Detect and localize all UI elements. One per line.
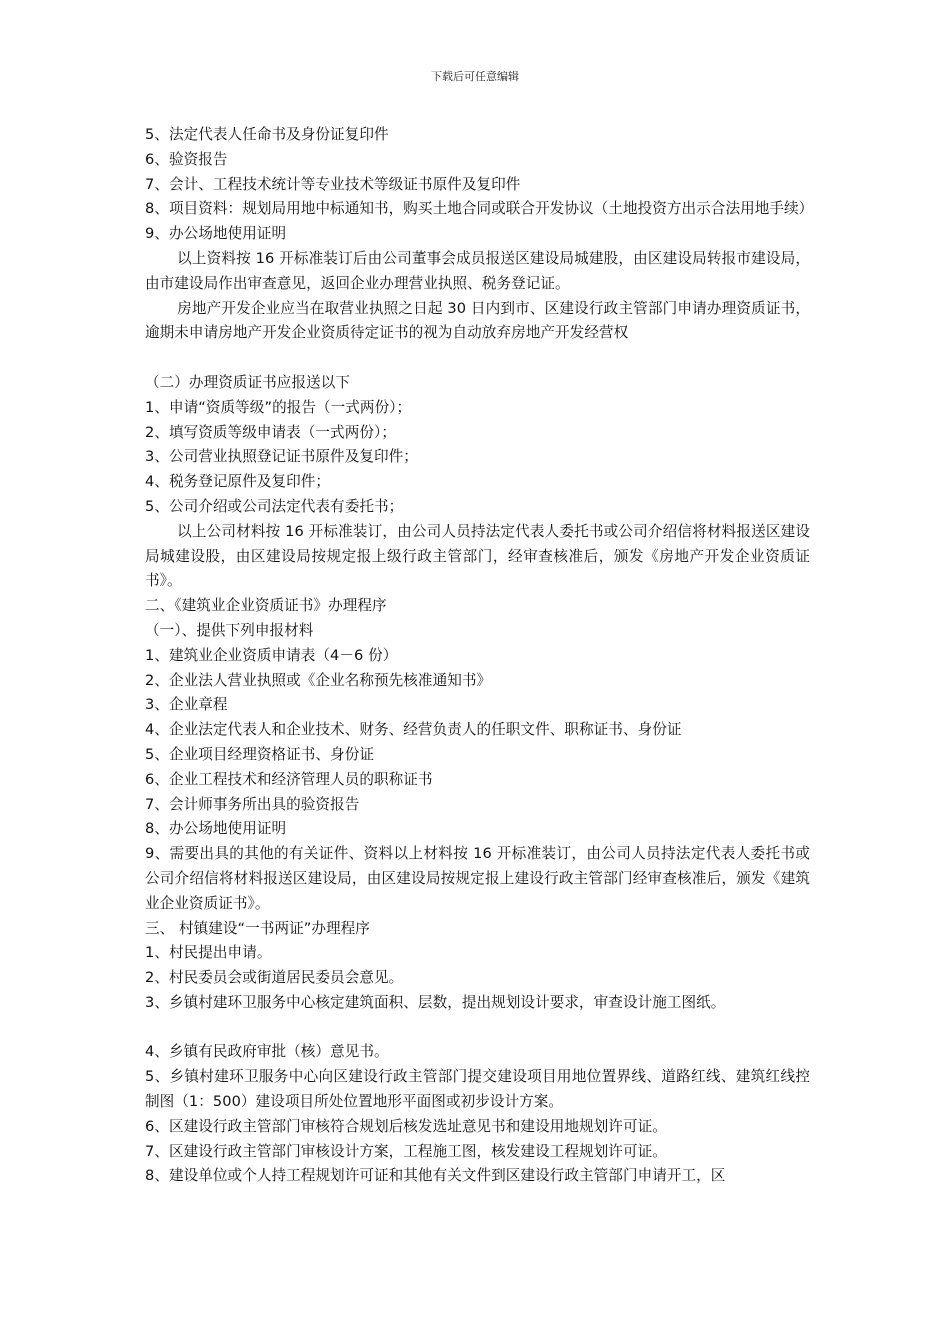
blank-line bbox=[145, 346, 810, 371]
paragraph: 1、申请“资质等级”的报告（一式两份）； bbox=[145, 398, 412, 416]
paragraph: 6、企业工程技术和经济管理人员的职称证书 bbox=[145, 770, 433, 788]
paragraph: 8、项目资料：规划局用地中标通知书，购买土地合同或联合开发协议（土地投资方出示合法用地手续） bbox=[145, 200, 814, 218]
paragraph: 1、建筑业企业资质申请表（4－6 份） bbox=[145, 646, 398, 664]
section-heading: （一）、提供下列申报材料 bbox=[145, 621, 314, 639]
paragraph: 9、办公场地使用证明 bbox=[145, 225, 287, 243]
section-heading: 二、《建筑业企业资质证书》办理程序 bbox=[145, 597, 387, 615]
paragraph: 4、企业法定代表人和企业技术、财务、经营负责人的任职文件、职称证书、身份证 bbox=[145, 721, 682, 739]
paragraph: 5、企业项目经理资格证书、身份证 bbox=[145, 745, 374, 763]
paragraph: 2、村民委员会或街道居民委员会意见。 bbox=[145, 969, 404, 987]
paragraph: 5、乡镇村建环卫服务中心向区建设行政主管部门提交建设项目用地位置界线、道路红线、建筑红线控制图（1：500）建设项目所处位置地形平面图或初步设计方案。 bbox=[145, 1068, 810, 1111]
paragraph: 2、填写资质等级申请表（一式两份）； bbox=[145, 423, 396, 441]
paragraph: 7、区建设行政主管部门审核设计方案，工程施工图，核发建设工程规划许可证。 bbox=[145, 1142, 667, 1160]
paragraph: 8、办公场地使用证明 bbox=[145, 820, 287, 838]
document-body bbox=[145, 123, 814, 1189]
paragraph: 2、企业法人营业执照或《企业名称预先核准通知书》 bbox=[145, 671, 492, 689]
paragraph: 3、企业章程 bbox=[145, 696, 228, 714]
paragraph: 6、区建设行政主管部门审核符合规划后核发选址意见书和建设用地规划许可证。 bbox=[145, 1117, 667, 1135]
paragraph: 房地产开发企业应当在取营业执照之日起 30 日内到市、区建设行政主管部门申请办理资质证书，逾期未申请房地产开发企业资质待定证书的视为自动放弃房地产开发经营权 bbox=[145, 299, 810, 342]
paragraph: 3、公司营业执照登记证书原件及复印件； bbox=[145, 448, 418, 466]
paragraph: 7、会计师事务所出具的验资报告 bbox=[145, 795, 360, 813]
paragraph: 7、会计、工程技术统计等专业技术等级证书原件及复印件 bbox=[145, 175, 521, 193]
paragraph: 6、验资报告 bbox=[145, 150, 228, 168]
paragraph: 3、乡镇村建环卫服务中心核定建筑面积、层数，提出规划设计要求，审查设计施工图纸。 bbox=[145, 993, 726, 1011]
blank-line bbox=[145, 1016, 810, 1041]
paragraph: 8、建设单位或个人持工程规划许可证和其他有关文件到区建设行政主管部门申请开工，区 bbox=[145, 1167, 726, 1185]
section-heading: 三、 村镇建设“一书两证”办理程序 bbox=[145, 919, 370, 937]
paragraph: 9、需要出具的其他的有关证件、资料以上材料按 16 开标准装订，由公司人员持法定代表人委托书或公司介绍信将材料报送区建设局，由区建设局按规定报上建设行政主管部门经审查核准后，颁发《建筑业企业资质证书》。 bbox=[145, 845, 810, 912]
paragraph: 5、法定代表人任命书及身份证复印件 bbox=[145, 126, 389, 143]
paragraph: 4、乡镇有民政府审批（核）意见书。 bbox=[145, 1043, 389, 1061]
page-header: 下载后可任意编辑 bbox=[431, 70, 519, 83]
paragraph: 1、村民提出申请。 bbox=[145, 944, 272, 962]
paragraph: 以上公司材料按 16 开标准装订，由公司人员持法定代表人委托书或公司介绍信将材料报送区建设局城建设股，由区建设局按规定报上级行政主管部门，经审查核准后，颁发《房地产开发企业资质证书》。 bbox=[145, 522, 810, 590]
paragraph: 以上资料按 16 开标准装订后由公司董事会成员报送区建设局城建股，由区建设局转报市建设局，由市建设局作出审查意见，返回企业办理营业执照、税务登记证。 bbox=[145, 249, 810, 292]
paragraph: 5、公司介绍或公司法定代表有委托书； bbox=[145, 497, 404, 515]
paragraph: 4、税务登记原件及复印件； bbox=[145, 473, 331, 491]
section-heading: （二）办理资质证书应报送以下 bbox=[145, 373, 351, 391]
